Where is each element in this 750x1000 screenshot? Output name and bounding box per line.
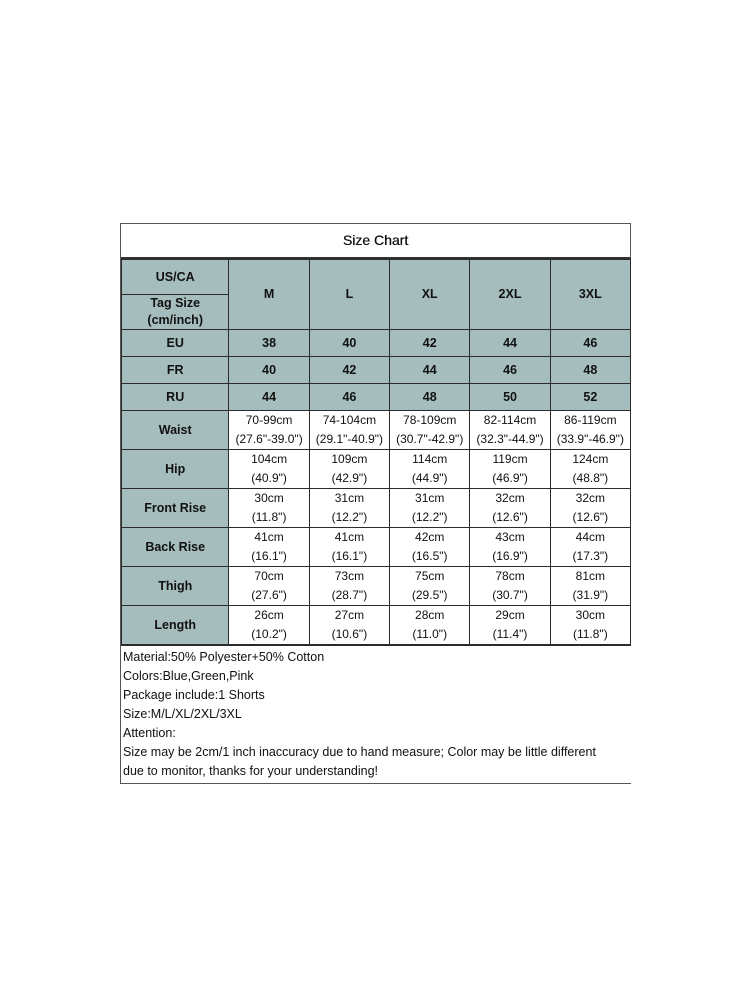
size-header: 3XL (550, 260, 630, 330)
cm-value: 75cm (415, 569, 445, 583)
inch-value: (11.4") (492, 627, 528, 641)
measure-cell (229, 489, 309, 528)
cm-value: 78-109cm (403, 413, 457, 427)
cm-value: 41cm (334, 530, 365, 544)
size-value: 44 (470, 330, 550, 357)
measure-cell (309, 489, 389, 528)
row-label: Waist (122, 411, 229, 450)
row-label: EU (122, 330, 229, 357)
measure-cell (390, 489, 470, 528)
measure-cell (229, 567, 309, 606)
cm-value: 82-114cm (483, 413, 537, 427)
size-value: 46 (470, 357, 550, 384)
chart-title: Size Chart (121, 224, 631, 259)
cm-value: 74-104cm (322, 413, 377, 427)
measure-cell (309, 450, 389, 489)
size-header: L (309, 260, 389, 330)
cm-value: 32cm (495, 491, 525, 505)
size-row-fr (122, 357, 631, 384)
cm-value: 26cm (254, 608, 284, 622)
measure-cell (390, 528, 470, 567)
measure-cell (550, 567, 630, 606)
size-value: 38 (229, 330, 309, 357)
inch-value: (30.7") (492, 588, 528, 602)
row-label: RU (122, 384, 229, 411)
inch-value: (11.8") (251, 510, 287, 524)
measure-cell (470, 567, 550, 606)
row-label: Back Rise (122, 528, 229, 567)
cm-value: 73cm (334, 569, 365, 583)
cm-value: 109cm (331, 452, 368, 466)
measure-row-waist (122, 411, 631, 450)
header-row (122, 260, 631, 295)
inch-value: (12.2") (411, 510, 448, 524)
inch-value: (32.3"-44.9") (476, 432, 544, 446)
size-row-ru (122, 384, 631, 411)
inch-value: (31.9") (572, 588, 609, 602)
size-value: 50 (470, 384, 550, 411)
measure-cell (390, 411, 470, 450)
measure-cell (390, 450, 470, 489)
inch-value: (11.0") (412, 627, 448, 641)
row-label: Thigh (122, 567, 229, 606)
measure-cell (309, 606, 389, 645)
measure-row-back-rise (122, 528, 631, 567)
measure-row-front-rise (122, 489, 631, 528)
inch-value: (48.8") (572, 471, 609, 485)
inch-value: (46.9") (492, 471, 528, 485)
cm-value: 81cm (575, 569, 605, 583)
cm-value: 104cm (251, 452, 288, 466)
note-line: Attention: (123, 726, 176, 740)
measure-cell (390, 606, 470, 645)
cm-value: 27cm (334, 608, 365, 622)
inch-value: (16.1") (251, 549, 287, 563)
cm-value: 70-99cm (245, 413, 293, 427)
size-chart (120, 223, 631, 784)
inch-value: (29.5") (411, 588, 448, 602)
size-value: 44 (390, 357, 470, 384)
measure-cell (229, 528, 309, 567)
measure-cell (550, 450, 630, 489)
inch-value: (10.6") (331, 627, 368, 641)
note-line: Colors:Blue,Green,Pink (123, 669, 254, 683)
inch-value: (27.6") (251, 588, 287, 602)
product-notes (121, 645, 631, 784)
measure-cell (550, 528, 630, 567)
measure-cell (309, 411, 389, 450)
cm-value: 31cm (334, 491, 365, 505)
cm-value: 78cm (495, 569, 525, 583)
inch-value: (28.7") (331, 588, 368, 602)
measure-cell (470, 411, 550, 450)
inch-value: (29.1"-40.9") (315, 432, 383, 446)
measure-row-thigh (122, 567, 631, 606)
size-value: 46 (550, 330, 630, 357)
inch-value: (17.3") (572, 549, 609, 563)
measure-cell (309, 528, 389, 567)
inch-value: (12.6") (572, 510, 609, 524)
cm-value: 124cm (572, 452, 609, 466)
measure-cell (309, 567, 389, 606)
size-value: 48 (550, 357, 630, 384)
measure-cell (470, 606, 550, 645)
measure-cell (470, 528, 550, 567)
tag-size-label: Tag Size (cm/inch) (122, 295, 229, 330)
measure-cell (229, 606, 309, 645)
size-value: 52 (550, 384, 630, 411)
measure-row-length (122, 606, 631, 645)
size-header: 2XL (470, 260, 550, 330)
note-line: Size may be 2cm/1 inch inaccuracy due to hand measure; Color may be little different (123, 745, 596, 759)
note-line: due to monitor, thanks for your understanding! (123, 764, 379, 778)
inch-value: (33.9"-46.9") (556, 432, 624, 446)
measure-cell (390, 567, 470, 606)
cm-value: 86-119cm (564, 413, 617, 427)
measure-cell (470, 450, 550, 489)
size-header: XL (390, 260, 470, 330)
cm-value: 30cm (575, 608, 605, 622)
size-value: 42 (390, 330, 470, 357)
size-value: 48 (390, 384, 470, 411)
cm-value: 28cm (415, 608, 445, 622)
measure-cell (550, 411, 630, 450)
inch-value: (11.8") (572, 627, 608, 641)
inch-value: (44.9") (411, 471, 448, 485)
measure-cell (229, 450, 309, 489)
inch-value: (42.9") (331, 471, 368, 485)
inch-value: (16.1") (331, 549, 368, 563)
measure-cell (229, 411, 309, 450)
inch-value: (12.2") (331, 510, 368, 524)
row-label: FR (122, 357, 229, 384)
size-value: 40 (309, 330, 389, 357)
row-label: Front Rise (122, 489, 229, 528)
row-label: Length (122, 606, 229, 645)
measure-row-hip (122, 450, 631, 489)
cm-value: 42cm (415, 530, 445, 544)
inch-value: (27.6"-39.0") (235, 432, 303, 446)
cm-value: 41cm (254, 530, 284, 544)
inch-value: (30.7"-42.9") (396, 432, 464, 446)
inch-value: (16.9") (492, 549, 528, 563)
measure-cell (470, 489, 550, 528)
cm-value: 31cm (415, 491, 445, 505)
inch-value: (12.6") (492, 510, 528, 524)
measure-cell (550, 606, 630, 645)
measure-cell (550, 489, 630, 528)
row-label: Hip (122, 450, 229, 489)
size-header: M (229, 260, 309, 330)
note-line: Package include:1 Shorts (123, 688, 265, 702)
cm-value: 44cm (575, 530, 605, 544)
us-ca-label: US/CA (122, 260, 229, 295)
cm-value: 119cm (492, 452, 528, 466)
note-line: Size:M/L/XL/2XL/3XL (123, 707, 242, 721)
cm-value: 114cm (412, 452, 448, 466)
size-value: 46 (309, 384, 389, 411)
size-table (121, 259, 631, 645)
cm-value: 70cm (254, 569, 284, 583)
cm-value: 30cm (254, 491, 284, 505)
inch-value: (10.2") (251, 627, 287, 641)
note-line: Material:50% Polyester+50% Cotton (123, 650, 325, 664)
size-value: 40 (229, 357, 309, 384)
size-row-eu (122, 330, 631, 357)
inch-value: (16.5") (411, 549, 448, 563)
cm-value: 32cm (575, 491, 605, 505)
size-value: 44 (229, 384, 309, 411)
inch-value: (40.9") (251, 471, 287, 485)
cm-value: 43cm (495, 530, 525, 544)
size-value: 42 (309, 357, 389, 384)
cm-value: 29cm (495, 608, 525, 622)
